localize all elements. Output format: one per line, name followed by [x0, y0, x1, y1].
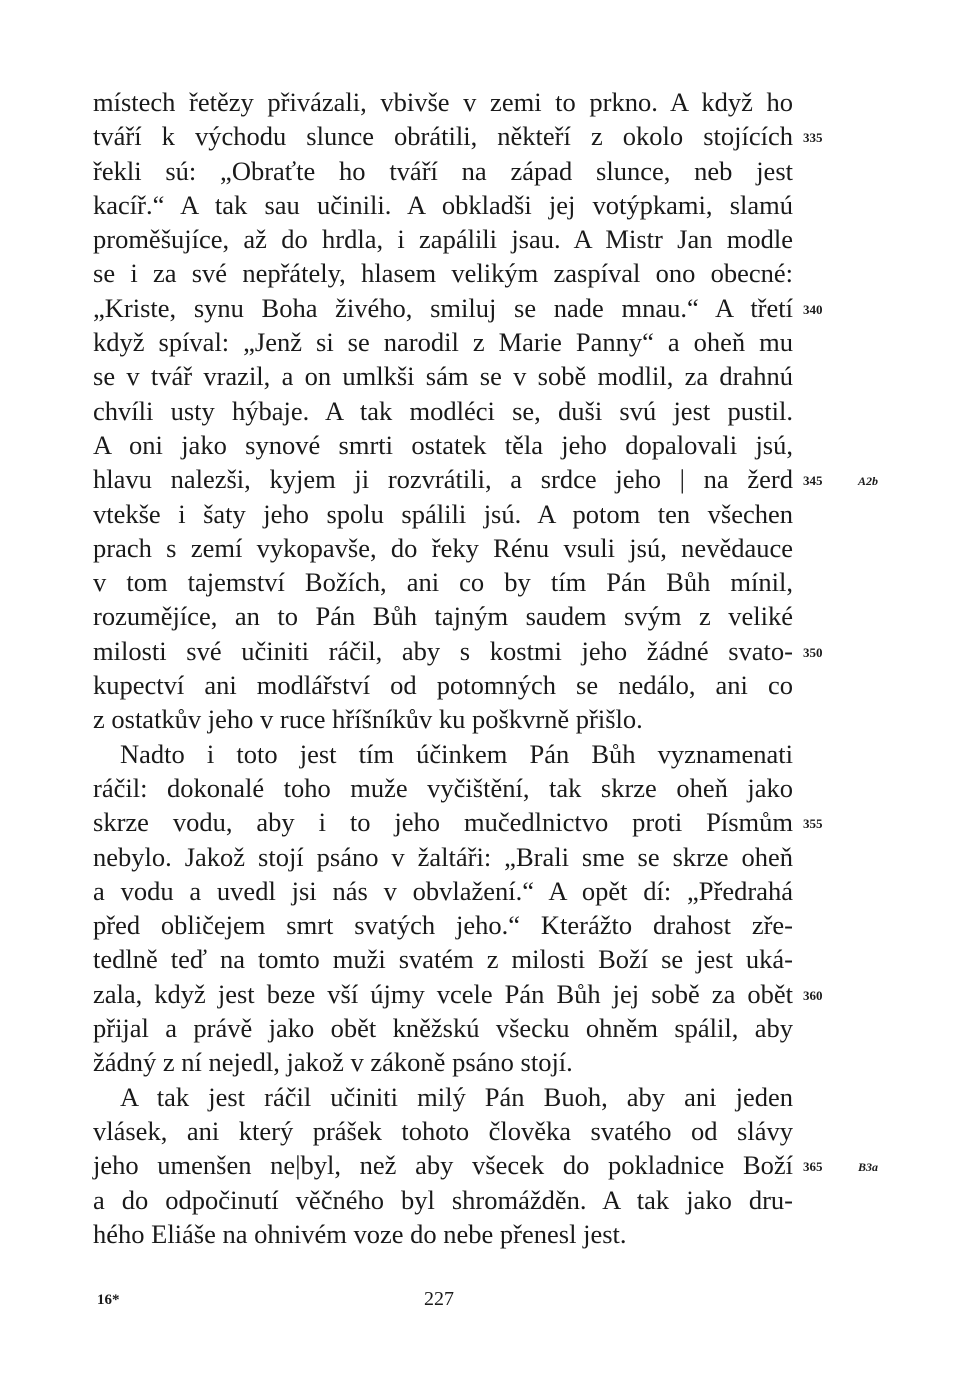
- text-line: A tak jest ráčil učiniti milý Pán Buoh, aby ani jeden: [120, 1081, 793, 1112]
- text-line: „Kriste, synu Boha živého, smiluj se nade mnau.“ A třetí: [93, 292, 793, 323]
- text-line: před obličejem smrt svatých jeho.“ Kterážto drahost zře-: [93, 910, 793, 941]
- text-line: ráčil: dokonalé toho muže vyčištění, tak skrze oheň jako: [93, 772, 793, 803]
- text-line: kacíř.“ A tak sau učinili. A obkladši jej votýpkami, slamú: [93, 189, 793, 220]
- line-number: 355: [803, 816, 823, 832]
- line-number: 345: [803, 473, 823, 489]
- line-number: 365: [803, 1159, 823, 1175]
- text-line: vlásek, ani který prášek tohoto člověka svatého od slávy: [93, 1115, 793, 1146]
- text-line: tedlně teď na tomto muži svatém z milosti Boží se jest uká-: [93, 944, 793, 975]
- line-number: 335: [803, 130, 823, 146]
- text-line: a vodu a uvedl jsi nás v obvlažení.“ A opět dí: „Předrahá: [93, 875, 793, 906]
- text-line: když spíval: „Jenž si se narodil z Marie Panny“ a oheň mu: [93, 327, 793, 358]
- line-number: 350: [803, 644, 823, 660]
- text-line: žádný z ní nejedl, jakož v zákoně psáno stojí.: [93, 1047, 573, 1078]
- text-line: přijal a právě jako obět kněžskú všecku ohněm spálil, aby: [93, 1013, 793, 1044]
- text-line: a do odpočinutí věčného byl shromážděn. A tak jako dru-: [93, 1184, 793, 1215]
- folio-marker: B3a: [858, 1160, 879, 1175]
- text-line: v tom tajemství Božích, ani co by tím Pán Bůh mínil,: [93, 567, 793, 598]
- text-line: prach s zemí vykopavše, do řeky Rénu vsuli jsú, nevědauce: [93, 532, 793, 563]
- text-line: nebylo. Jakož stojí psáno v žaltáři: „Brali sme se skrze oheň: [93, 841, 793, 872]
- text-line: rozumějíce, an to Pán Bůh tajným saudem svým z veliké: [93, 601, 793, 632]
- text-line: milosti své učiniti ráčil, aby s kostmi jeho žádné svato-: [93, 635, 793, 666]
- text-line: jeho umenšen ne|byl, než aby všecek do pokladnice Boží: [93, 1150, 793, 1181]
- text-line: chvíli usty hýbaje. A tak modléci se, duši svú jest pustil.: [93, 395, 793, 426]
- text-line: řekli sú: „Obraťte ho tváří na západ slunce, neb jest: [93, 155, 793, 186]
- text-line: se v tvář vrazil, a on umlkši sám se v sobě modlil, za drahnú: [93, 361, 793, 392]
- text-line: vtekše i šaty jeho spolu spálili jsú. A potom ten všechen: [93, 498, 793, 529]
- text-line: tváří k východu slunce obrátili, někteří z okolo stojících: [93, 121, 793, 152]
- text-line: hlavu nalezši, kyjem ji rozvrátili, a srdce jeho | na žerd: [93, 464, 793, 495]
- text-line: z ostatkův jeho v ruce hříšníkův ku poškvrně přišlo.: [93, 704, 643, 735]
- line-number: 360: [803, 987, 823, 1003]
- page-number: 227: [424, 1288, 454, 1310]
- signature-mark: 16*: [97, 1292, 120, 1308]
- folio-marker: A2b: [858, 474, 879, 489]
- text-line: se i za své nepřátely, hlasem velikým zaspíval ono obecné:: [93, 258, 793, 289]
- text-line: kupectví ani modlářství od potomných se nedálo, ani co: [93, 670, 793, 701]
- text-line: A oni jako synové smrti ostatek těla jeho dopalovali jsú,: [93, 429, 793, 460]
- text-line: proměšujíce, až do hrdla, i zapálili jsau. A Mistr Jan modle: [93, 224, 793, 255]
- text-line: místech řetězy přivázali, vbivše v zemi to prkno. A když ho: [93, 87, 793, 117]
- line-number: 340: [803, 301, 823, 317]
- text-line: hého Eliáše na ohnivém voze do nebe přenesl jest.: [93, 1218, 627, 1249]
- text-line: zala, když jest beze vší újmy vcele Pán Bůh jej sobě za obět: [93, 978, 793, 1009]
- text-line: skrze vodu, aby i to jeho mučedlnictvo proti Písmům: [93, 807, 793, 838]
- text-line: Nadto i toto jest tím účinkem Pán Bůh vyznamenati: [120, 738, 793, 769]
- body-text: [93, 85, 793, 1251]
